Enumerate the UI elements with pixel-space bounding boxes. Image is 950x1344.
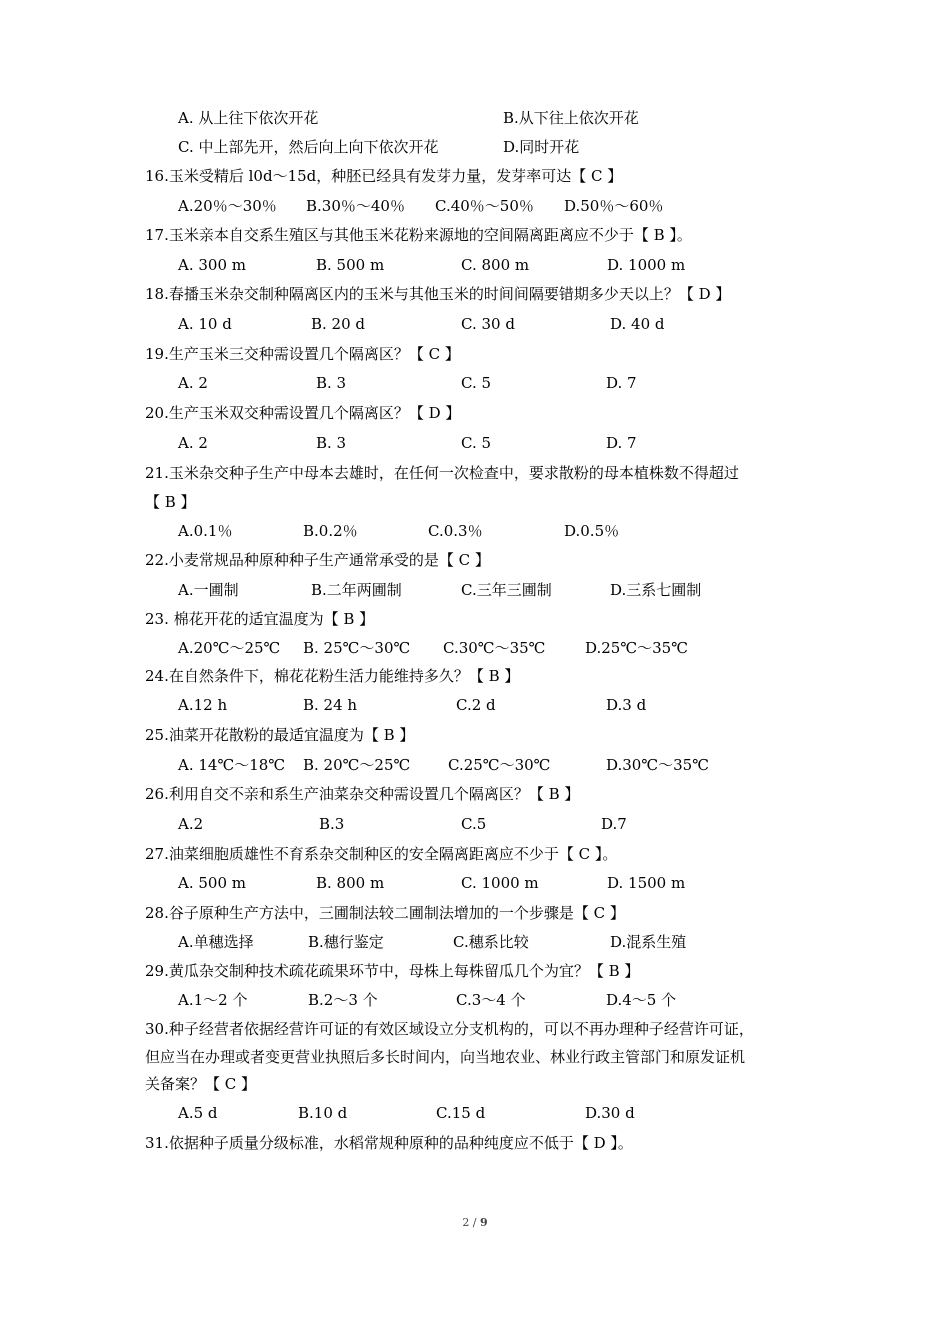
question-21 — [0, 460, 950, 486]
option-d: D.30 d — [585, 1104, 635, 1122]
option-b: B.从下往上依次开花 — [503, 109, 639, 127]
options-row — [0, 518, 950, 544]
option-c: C.15 d — [436, 1104, 486, 1122]
options-row — [0, 811, 950, 837]
question-text: 16.玉米受精后 l0d～15d，种胚已经具有发芽力量，发芽率可达【 C 】 — [145, 167, 623, 185]
option-d: D.50％～60％ — [564, 197, 664, 215]
question-text-continued: 但应当在办理或者变更营业执照后多长时间内，向当地农业、林业行政主管部门和原发证机 — [145, 1048, 746, 1066]
question-21-continued — [0, 489, 950, 515]
option-a: A. 14℃～18℃ — [178, 756, 286, 774]
question-22 — [0, 547, 950, 573]
question-text: 23. 棉花开花的适宜温度为【 B 】 — [145, 610, 375, 628]
option-b: B. 24 h — [303, 696, 358, 714]
question-20 — [0, 400, 950, 426]
option-c: C.25℃～30℃ — [448, 756, 551, 774]
question-text: 28.谷子原种生产方法中，三圃制法较二圃制法增加的一个步骤是【 C 】 — [145, 904, 625, 922]
question-30-continued — [0, 1071, 950, 1097]
option-a: A. 2 — [178, 434, 208, 452]
option-b: B.2～3 个 — [308, 991, 378, 1009]
option-b: B. 3 — [316, 434, 347, 452]
option-a: A. 300 m — [178, 256, 246, 274]
question-text: 25.油菜开花散粉的最适宜温度为【 B 】 — [145, 726, 415, 744]
option-d: D. 7 — [606, 374, 637, 392]
question-30-continued — [0, 1044, 950, 1070]
question-31 — [0, 1130, 950, 1156]
option-a: A. 500 m — [178, 874, 246, 892]
question-16 — [0, 163, 950, 189]
option-c: C. 30 d — [461, 315, 515, 333]
option-a: A.20％～30％ — [178, 197, 277, 215]
option-d: D.三系七圃制 — [610, 581, 702, 599]
question-text: 27.油菜细胞质雄性不育系杂交制种区的安全隔离距离应不少于【 C 】。 — [145, 845, 618, 863]
options-row — [0, 370, 950, 396]
option-d: D.0.5％ — [564, 522, 620, 540]
option-a: A.2 — [178, 815, 204, 833]
question-27 — [0, 841, 950, 867]
option-b: B. 3 — [316, 374, 347, 392]
option-b: B.10 d — [298, 1104, 348, 1122]
question-text: 24.在自然条件下，棉花花粉生活力能维持多久？【 B 】 — [145, 667, 520, 685]
question-24 — [0, 663, 950, 689]
question-text: 22.小麦常规品种原种种子生产通常承受的是【 C 】 — [145, 551, 490, 569]
question-30 — [0, 1016, 950, 1042]
option-c: C.0.3％ — [428, 522, 483, 540]
option-a: A.单穗选择 — [178, 933, 254, 951]
option-d: D.混系生殖 — [610, 933, 687, 951]
option-d: D.3 d — [606, 696, 647, 714]
option-a: A.20℃～25℃ — [178, 639, 281, 657]
option-c: C.穗系比较 — [453, 933, 529, 951]
option-b: B.30％～40％ — [306, 197, 405, 215]
question-19 — [0, 341, 950, 367]
option-b: B.3 — [319, 815, 345, 833]
option-b: B. 500 m — [316, 256, 385, 274]
option-a: A.1～2 个 — [178, 991, 248, 1009]
options-row — [0, 987, 950, 1013]
option-c: C.5 — [461, 815, 487, 833]
options-row — [0, 577, 950, 603]
option-d: D. 7 — [606, 434, 637, 452]
option-a: A. 10 d — [178, 315, 232, 333]
option-c: C.40％～50％ — [435, 197, 534, 215]
option-c: C. 5 — [461, 434, 492, 452]
option-c: C.3～4 个 — [456, 991, 526, 1009]
option-a: A. 2 — [178, 374, 208, 392]
question-25 — [0, 722, 950, 748]
options-row — [0, 929, 950, 955]
option-d: D. 40 d — [610, 315, 665, 333]
option-c: C. 800 m — [461, 256, 530, 274]
question-text: 17.玉米亲本自交系生殖区与其他玉米花粉来源地的空间隔离距离应不少于【 B 】。 — [145, 226, 692, 244]
question-17 — [0, 222, 950, 248]
option-d: D.7 — [601, 815, 627, 833]
question-answer-bracket: 【 B 】 — [145, 493, 196, 511]
option-a: A.0.1％ — [178, 522, 233, 540]
question-text: 20.生产玉米双交种需设置几个隔离区？【 D 】 — [145, 404, 461, 422]
option-d: D. 1500 m — [607, 874, 686, 892]
question-text: 18.春播玉米杂交制种隔离区内的玉米与其他玉米的时间间隔要错期多少天以上？【 D 】 — [145, 285, 731, 303]
question-text: 19.生产玉米三交种需设置几个隔离区？【 C 】 — [145, 345, 460, 363]
question-text: 29.黄瓜杂交制种技术疏花疏果环节中，母株上每株留瓜几个为宜？【 B 】 — [145, 962, 640, 980]
question-text-continued: 关备案？【 C 】 — [145, 1075, 257, 1093]
page-number — [0, 1216, 950, 1229]
option-b: B.0.2％ — [303, 522, 358, 540]
option-b: B.穗行鉴定 — [308, 933, 384, 951]
page-separator: / — [469, 1216, 481, 1229]
option-c: C.三年三圃制 — [461, 581, 552, 599]
option-b: B. 20 d — [311, 315, 366, 333]
question-29 — [0, 958, 950, 984]
question-18 — [0, 281, 950, 307]
option-b: B. 20℃～25℃ — [303, 756, 411, 774]
options-row — [0, 752, 950, 778]
question-text: 21.玉米杂交种子生产中母本去雄时，在任何一次检查中，要求散粉的母本植株数不得超过 — [145, 464, 739, 482]
option-c: C. 中上部先开，然后向上向下依次开花 — [178, 138, 439, 156]
options-row — [0, 134, 950, 160]
option-c: C. 1000 m — [461, 874, 539, 892]
question-28 — [0, 900, 950, 926]
question-23 — [0, 606, 950, 632]
options-row — [0, 193, 950, 219]
option-d: D.同时开花 — [503, 138, 580, 156]
options-row — [0, 692, 950, 718]
options-row — [0, 430, 950, 456]
options-row — [0, 105, 950, 131]
option-a: A.一圃制 — [178, 581, 239, 599]
option-d: D.30℃～35℃ — [606, 756, 709, 774]
option-a: A.5 d — [178, 1104, 218, 1122]
option-c: C.30℃～35℃ — [443, 639, 546, 657]
option-d: D.25℃～35℃ — [585, 639, 688, 657]
option-b: B. 800 m — [316, 874, 385, 892]
option-a: A. 从上往下依次开花 — [178, 109, 319, 127]
option-b: B. 25℃～30℃ — [303, 639, 411, 657]
question-text: 30.种子经营者依据经营许可证的有效区域设立分支机构的，可以不再办理种子经营许可证， — [145, 1020, 754, 1038]
option-c: C.2 d — [456, 696, 496, 714]
options-row — [0, 1100, 950, 1126]
option-d: D. 1000 m — [607, 256, 686, 274]
option-b: B.二年两圃制 — [311, 581, 402, 599]
options-row — [0, 311, 950, 337]
option-a: A.12 h — [178, 696, 228, 714]
options-row — [0, 635, 950, 661]
options-row — [0, 252, 950, 278]
option-d: D.4～5 个 — [606, 991, 677, 1009]
question-text: 26.利用自交不亲和系生产油菜杂交种需设置几个隔离区？【 B 】 — [145, 785, 580, 803]
question-26 — [0, 781, 950, 807]
total-pages: 9 — [480, 1216, 488, 1229]
options-row — [0, 870, 950, 896]
current-page: 2 — [462, 1216, 470, 1229]
option-c: C. 5 — [461, 374, 492, 392]
question-text: 31.依据种子质量分级标准，水稻常规种原种的品种纯度应不低于【 D 】。 — [145, 1134, 633, 1152]
